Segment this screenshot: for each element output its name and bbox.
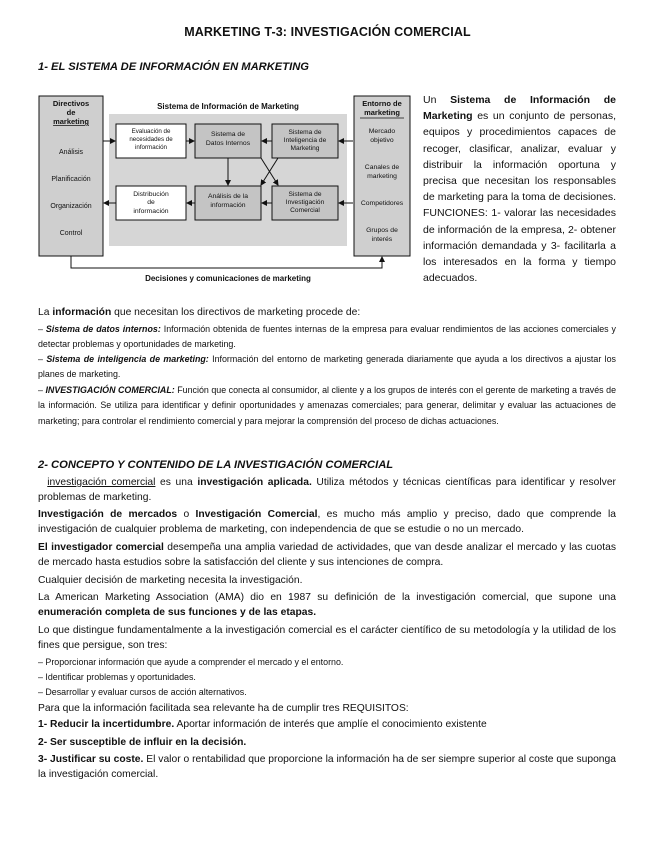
marketing-information-system-diagram	[36, 92, 414, 284]
svg-text:objetivo: objetivo	[370, 137, 394, 144]
svg-text:marketing: marketing	[367, 173, 397, 180]
directivos-item-control: Control	[59, 230, 83, 237]
diagram-bottom-caption: Decisiones y comunicaciones de marketing	[145, 274, 311, 283]
requisito-2: 2- Ser susceptible de influir en la decisión.	[38, 737, 247, 748]
svg-text:Comercial: Comercial	[290, 207, 320, 214]
directivos-item-organizacion: Organización	[50, 203, 92, 210]
fines-list-item: – Desarrollar y evaluar cursos de acción alternativos.	[38, 687, 247, 697]
diagram-title: Sistema de Información de Marketing	[157, 102, 299, 111]
svg-text:necesidades de: necesidades de	[129, 136, 173, 143]
svg-text:Investigación: Investigación	[285, 199, 325, 206]
information-intro: La información que necesitan los directivos de marketing procede de:	[38, 307, 361, 318]
paragraph-caracter-cientifico: Lo que distingue fundamentalmente a la investigación comercial es el carácter científico de su metodología y la utilidad de los fines que persigue, son tres:	[38, 625, 616, 652]
svg-text:Datos Internos: Datos Internos	[205, 140, 251, 147]
svg-text:Mercado: Mercado	[368, 128, 396, 135]
svg-text:Canales de: Canales de	[364, 164, 400, 171]
svg-text:de: de	[147, 199, 155, 206]
svg-text:Sistema de: Sistema de	[210, 131, 246, 138]
paragraph-ama: La American Marketing Association (AMA) dio en 1987 su definición de la investigación comercial, que supone una enumeración completa de sus funciones y de las etapas.	[38, 592, 616, 619]
svg-text:información: información	[210, 202, 246, 209]
paragraph-investigacion-mercados: Investigación de mercados o Investigación Comercial, es mucho más amplio y preciso, dado que comprende la investigación de cualquier problema de marketing, con independencia de que se estudie o no un mercado.	[38, 509, 616, 536]
svg-text:Marketing: Marketing	[290, 145, 320, 152]
paragraph-investigador: El investigador comercial desempeña una amplia variedad de actividades, que van desde analizar el mercado y las cuotas de mercado hasta estudios sobre la satisfacción del cliente y sus intenciones de compra.	[38, 542, 616, 569]
svg-text:Grupos de: Grupos de	[366, 227, 398, 234]
item-datos-internos: – Sistema de datos internos: Información obtenida de fuentes internas de la empresa para evaluar rendimientos de las acciones comerciales y detectar problemas y oportunidades de marketing.	[38, 324, 616, 350]
paragraph-decision: Cualquier decisión de marketing necesita la investigación.	[38, 575, 303, 586]
sim-term: Sistema de Información de Marketing	[423, 94, 617, 123]
fines-list-item: – Proporcionar información que ayude a comprender el mercado y el entorno.	[38, 657, 344, 667]
entorno-title-1: Entorno de	[362, 99, 402, 108]
svg-text:Sistema de: Sistema de	[288, 191, 322, 198]
requisito-3: 3- Justificar su coste. El valor o rentabilidad que proporcione la información ha de ser siempre superior al coste que suponga la investigación comercial.	[38, 754, 616, 781]
paragraph-investigacion-aplicada: investigación comercial es una investigación aplicada. Utiliza métodos y técnicas científicas para identificar y resolver problemas de marketing.	[38, 477, 616, 504]
directivos-item-analisis: Análisis	[58, 149, 84, 156]
section-1-heading: 1- EL SISTEMA DE INFORMACIÓN EN MARKETING	[38, 61, 309, 73]
fines-list-item: – Identificar problemas y oportunidades.	[38, 672, 196, 682]
svg-text:Evaluación de: Evaluación de	[131, 128, 171, 135]
item-investigacion-comercial: – INVESTIGACIÓN COMERCIAL: Función que conecta al consumidor, al cliente y a los grupos de interés con el gerente de marketing a través de la información. Se utiliza para identificar y definir oportunidades y amenazas comerciales; para generar, delimitar y evaluar las actuaciones de marketing; para controlar el rendimiento comercial y para mejorar la comprensión del proceso de dichas actuaciones.	[38, 385, 617, 426]
svg-text:Análisis de la: Análisis de la	[207, 193, 249, 200]
directivos-title-1: Directivos	[52, 99, 90, 108]
entorno-title-2: marketing	[364, 108, 400, 117]
svg-text:interés: interés	[371, 236, 393, 243]
svg-text:Sistema de: Sistema de	[288, 129, 322, 136]
svg-text:Competidores: Competidores	[360, 200, 404, 207]
section-2-heading: 2- CONCEPTO Y CONTENIDO DE LA INVESTIGACIÓN COMERCIAL	[38, 459, 394, 471]
directivos-item-planificacion: Planificación	[51, 176, 91, 183]
document-title: MARKETING T-3: INVESTIGACIÓN COMERCIAL	[184, 25, 471, 39]
svg-text:Distribución: Distribución	[133, 191, 169, 198]
requisito-1: 1- Reducir la incertidumbre. Aportar información de interés que amplíe el conocimiento existente	[38, 719, 487, 730]
svg-text:información: información	[135, 144, 167, 151]
directivos-title-2: de	[66, 108, 76, 117]
svg-text:Inteligencia de: Inteligencia de	[283, 137, 327, 144]
item-inteligencia: – Sistema de inteligencia de marketing: Información del entorno de marketing generada diariamente que ayuda a los directivos a ajustar los planes de marketing.	[38, 354, 616, 380]
sim-definition: Un Sistema de Información de Marketing es un conjunto de personas, equipos y procedimientos capaces de recoger, clasificar, analizar, evaluar y distribuir la información oportuna y precisa que necesitan los responsables de marketing para la toma de decisiones. FUNCIONES: 1- valorar las necesidades de información de la empresa, 2- obtener información demandada y 3- facilitarla a los interesados en la forma y tiempo adecuados.	[423, 94, 617, 285]
svg-text:información: información	[133, 208, 169, 215]
paragraph-requisitos: Para que la información facilitada sea relevante ha de cumplir tres REQUISITOS:	[38, 703, 409, 714]
directivos-title-3: marketing	[53, 117, 89, 126]
